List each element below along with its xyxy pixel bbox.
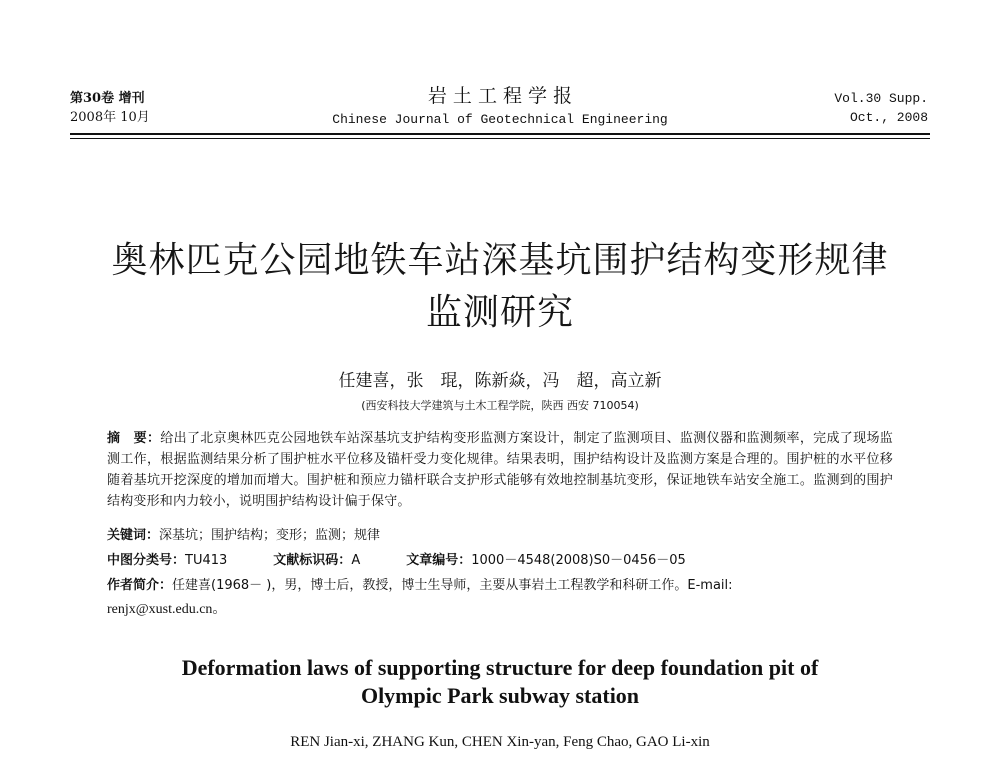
author-bio bbox=[107, 574, 733, 593]
classification-line bbox=[107, 549, 686, 568]
keywords-text: 深基坑；围护结构；变形；监测；规律 bbox=[159, 528, 381, 543]
author-email: renjx@xust.edu.cn。 bbox=[107, 602, 227, 617]
clc-value: TU413 bbox=[185, 553, 228, 568]
paper-title-cn-line2: 监测研究 bbox=[425, 292, 574, 333]
keywords-label: 关键词： bbox=[107, 528, 160, 543]
author-bio-text: 任建喜(1968－ )，男，博士后，教授，博士生导师，主要从事岩土工程教学和科研工作。E-mail: bbox=[172, 578, 733, 593]
paper-title-en-line1: Deformation laws of supporting structure for deep foundation pit of bbox=[181, 655, 819, 680]
doc-code-label: 文献标识码： bbox=[273, 553, 352, 568]
author-bio-label: 作者简介： bbox=[107, 578, 173, 593]
article-no-value: 1000－4548(2008)S0－0456－05 bbox=[471, 553, 686, 568]
abstract-text: 给出了北京奥林匹克公园地铁车站深基坑支护结构变形监测方案设计，制定了监测项目、监测仪器和监测频率，完成了现场监测工作，根据监测结果分析了围护桩水平位移及锚杆受力变化规律。结果表明，围护结构设计及监测方案是合理的。围护桩的水平位移随着基坑开挖深度的增加而增大。围护桩和预应力锚杆联合支护形式能够有效地控制基坑变形，保证地铁车站安全施工。监测到的围护结构变形和内力较小，说明围护结构设计偏于保守。 bbox=[107, 431, 893, 509]
journal-name-en: Chinese Journal of Geotechnical Engineering bbox=[332, 112, 668, 127]
abstract-cn bbox=[107, 428, 893, 512]
article-no-label: 文章编号： bbox=[406, 553, 472, 568]
journal-name-cn: 岩 土 工 程 学 报 bbox=[427, 85, 573, 107]
keywords-cn bbox=[107, 524, 380, 543]
paper-title-en-line2: Olympic Park subway station bbox=[360, 683, 640, 708]
authors-en: REN Jian-xi, ZHANG Kun, CHEN Xin-yan, Feng Chao, GAO Li-xin bbox=[290, 734, 710, 750]
volume-en: Vol.30 Supp. bbox=[834, 91, 928, 106]
abstract-label: 摘 要： bbox=[107, 431, 161, 446]
affiliation-cn: (西安科技大学建筑与土木工程学院，陕西 西安 710054) bbox=[361, 399, 639, 412]
date-en: Oct., 2008 bbox=[849, 110, 928, 125]
clc-label: 中图分类号： bbox=[107, 553, 186, 568]
header-rule-thick bbox=[70, 133, 930, 135]
volume-issue: 第30卷 增刊 bbox=[70, 91, 145, 106]
header-rule-thin bbox=[70, 138, 930, 139]
authors-cn: 任建喜，张 琨，陈新焱，冯 超，高立新 bbox=[338, 371, 662, 391]
doc-code-value: A bbox=[351, 553, 361, 568]
issue-date: 2008年 10月 bbox=[70, 110, 150, 125]
paper-title-cn-line1: 奥林匹克公园地铁车站深基坑围护结构变形规律 bbox=[111, 240, 889, 281]
